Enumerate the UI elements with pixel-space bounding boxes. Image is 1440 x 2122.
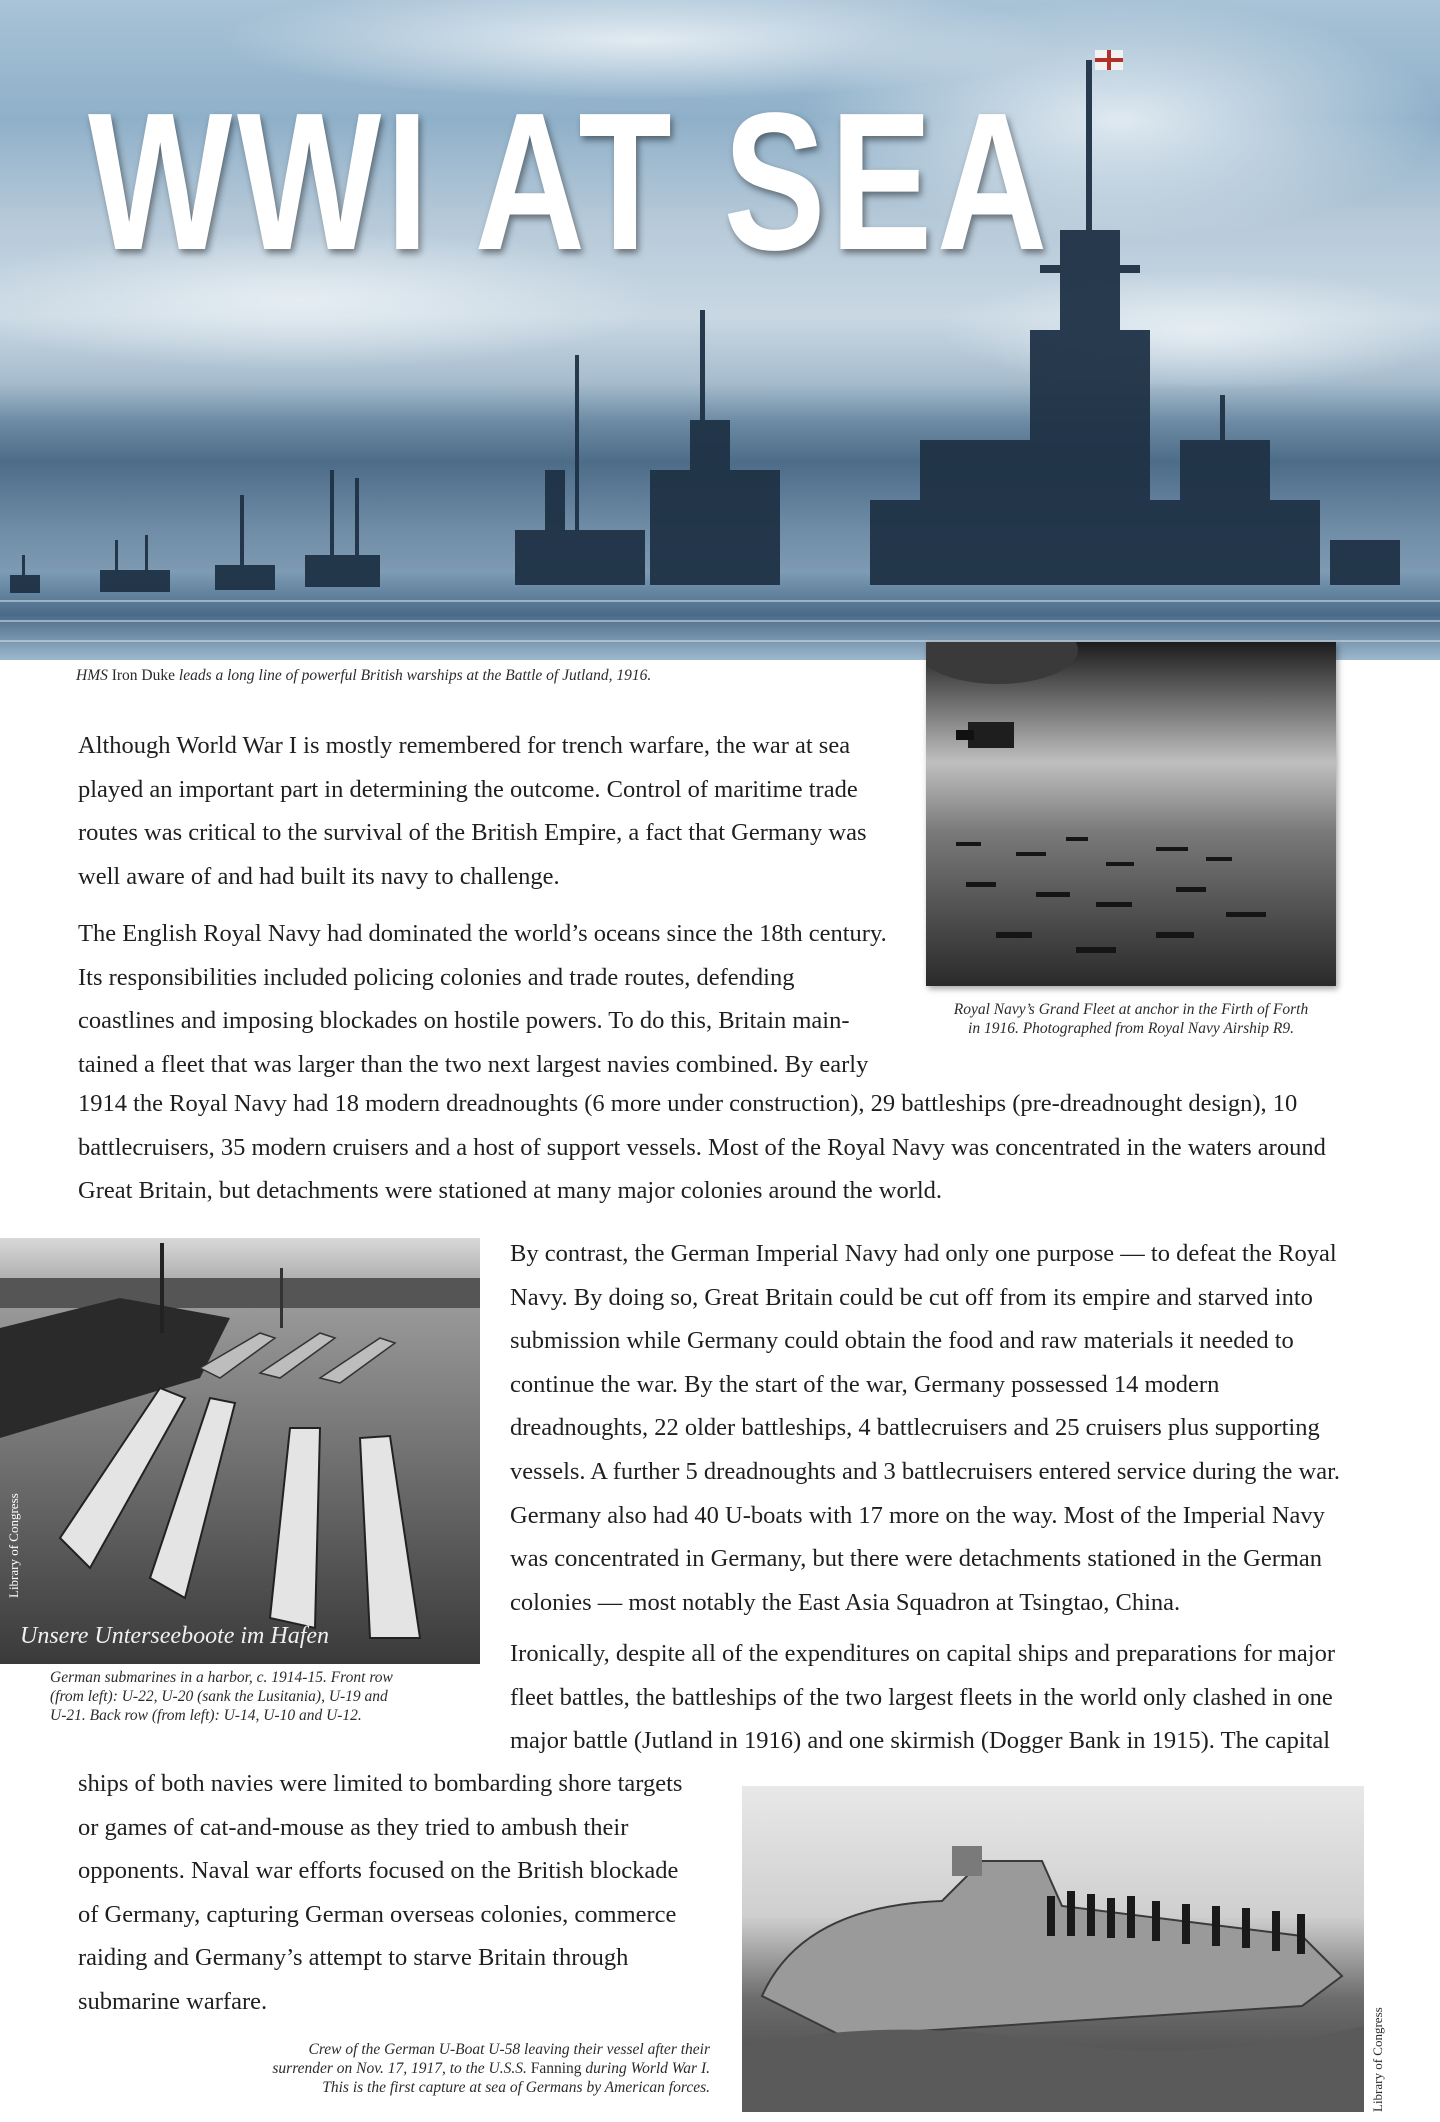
submarines-caption — [50, 1668, 470, 1725]
airship-caption — [926, 1000, 1336, 1038]
submarines-photo-credit: Library of Congress — [6, 1493, 21, 1598]
page-title: WWI AT SEA — [88, 72, 1052, 291]
uboat-caption-line-2 — [160, 2059, 710, 2078]
paragraph-4a: Ironically, despite all of the expenditures on capital ships and preparations for major fleet battles, the battleships of the two largest fleets in the world only clashed in one major battle (Jutland in 1916) and one skirmish (Dogger Bank in 1915). The capital — [510, 1640, 1336, 1755]
hero-caption-text: leads a long line of powerful British warships at the Battle of Jutland, 1916. — [178, 667, 652, 684]
airship-caption-line-1: Royal Navy’s Grand Fleet at anchor in the Firth of Forth — [953, 1001, 1309, 1018]
paragraph-2a: The English Royal Navy had dominated the world’s oceans since the 18th century. Its responsibilities included policing colonies and trade routes, defending coastlines and imposing blockades on hostile powers. To do this, Britain main-tained a fleet that was larger than the two next largest navies combined. By early — [78, 920, 887, 1078]
paragraph-2b: 1914 the Royal Navy had 18 modern dreadnoughts (6 more under construction), 29 battleships (pre-dreadnought design), 10 battlecruisers, 35 modern cruisers and a host of support vessels. Most of the Royal Navy was concentrated in the waters around Great Britain, but detachments were stationed at many major colonies around the world. — [78, 1090, 1326, 1205]
airship-fleet-photo — [926, 642, 1336, 986]
submarines-caption-line-1: German submarines in a harbor, c. 1914-15. Front row — [50, 1669, 393, 1686]
uboat-caption-ship-name: Fanning — [530, 2060, 582, 2077]
submarines-harbor-photo — [0, 1238, 480, 1664]
uboat-caption-line-1: Crew of the German U-Boat U-58 leaving their vessel after their — [308, 2041, 710, 2058]
uboat-caption-line-2b: during World War I. — [585, 2060, 710, 2077]
submarines-caption-line-2: (from left): U-22, U-20 (sank the Lusitania), U-19 and — [50, 1688, 388, 1705]
hero-caption-prefix: HMS — [76, 667, 108, 684]
uboat-caption — [160, 2040, 710, 2097]
submarines-photo-inscription: Unsere Unterseeboote im Hafen — [20, 1623, 330, 1649]
hero-caption-ship: Iron Duke — [111, 667, 176, 684]
uboat-photo-credit: Library of Congress — [1370, 2007, 1385, 2112]
airship-caption-line-2: in 1916. Photographed from Royal Navy Airship R9. — [968, 1020, 1294, 1037]
paragraph-4b: ships of both navies were limited to bombarding shore targets or games of cat-and-mouse as they tried to ambush their opponents. Naval war efforts focused on the British blockade of Germany, capturing German overseas colonies, commerce raiding and Germany’s attempt to starve Britain through submarine warfare. — [78, 1770, 683, 2015]
submarines-caption-line-3: U-21. Back row (from left): U-14, U-10 and U-12. — [50, 1707, 362, 1724]
paragraph-3: By contrast, the German Imperial Navy had only one purpose — to defeat the Royal Navy. By doing so, Great Britain could be cut off from its empire and starved into submission while Germany could obtain the food and raw materials it needed to continue the war. By the start of the war, Germany possessed 14 modern dreadnoughts, 22 older battleships, 4 battlecruisers and 25 cruisers plus supporting vessels. A further 5 dreadnoughts and 3 battlecruisers entered service during the war. Germany also had 40 U-boats with 17 more on the way. Most of the Imperial Navy was concentrated in Germany, but there were detachments stationed in the German colonies — most notably the East Asia Squadron at Tsingtao, China. — [510, 1240, 1341, 1616]
hero-caption — [76, 666, 651, 685]
uboat-caption-line-2a: surrender on Nov. 17, 1917, to the U.S.S. — [272, 2060, 527, 2077]
paragraph-1: Although World War I is mostly remembered for trench warfare, the war at sea played an important part in determining the outcome. Control of maritime trade routes was critical to the survival of the British Empire, a fact that Germany was well aware of and had built its navy to challenge. — [78, 732, 867, 890]
hero-image — [0, 0, 1440, 660]
uboat-caption-line-3: This is the first capture at sea of Germans by American forces. — [322, 2079, 710, 2096]
uboat-surrender-photo — [742, 1786, 1364, 2112]
